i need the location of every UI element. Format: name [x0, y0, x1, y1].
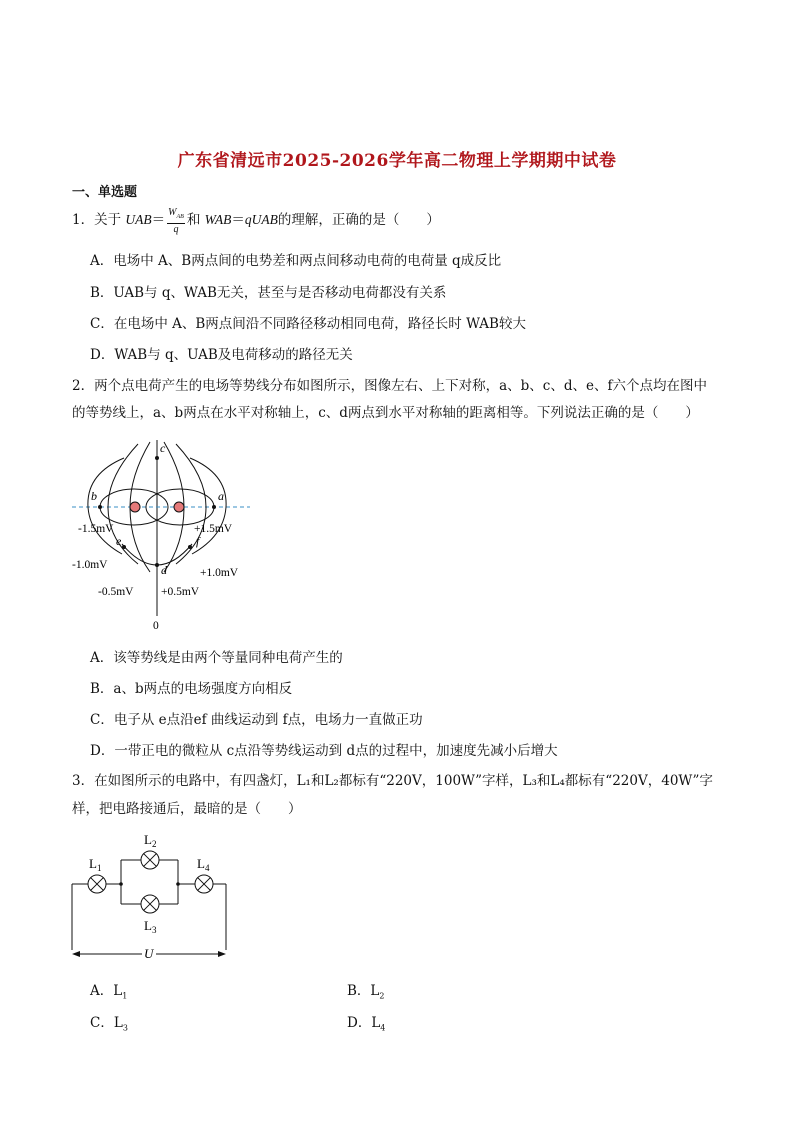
- q3-option-d-l: L: [371, 1015, 381, 1031]
- label-l4-sub: 4: [204, 863, 210, 873]
- q1-option-c[interactable]: C．在电场中 A、B两点间沿不同路径移动相同电荷，路径长时 WAB较大: [90, 316, 526, 332]
- label-neg-1-5: -1.5mV: [78, 523, 114, 535]
- point-b-label: b: [91, 489, 97, 503]
- label-l4: L: [197, 856, 205, 871]
- point-e-label: e: [116, 534, 122, 548]
- q1-tail: 的理解，正确的是（ ）: [277, 212, 440, 228]
- q3-option-b[interactable]: [347, 979, 384, 1001]
- svg-text:L1: [89, 856, 101, 873]
- q1-wab: WAB: [204, 212, 232, 227]
- label-pos-0-5: +0.5mV: [161, 586, 200, 598]
- point-f-label: f: [196, 534, 200, 548]
- question-3-line1: 3．在如图所示的电路中，有四盏灯，L₁和L₂都标有“220V，100W”字样，L₃和L₄都标有“220V，40W”字: [72, 773, 713, 789]
- q3-option-b-l: L: [370, 983, 380, 999]
- q2-option-b[interactable]: B．a、b两点的电场强度方向相反: [90, 681, 293, 697]
- q1-uab: UAB: [125, 212, 152, 227]
- label-pos-1-5: +1.5mV: [194, 523, 233, 535]
- svg-text:L2: [144, 832, 156, 849]
- label-neg-1-0: -1.0mV: [72, 559, 108, 571]
- voltage-u-label: U: [144, 946, 154, 961]
- q3-option-b-letter: B．: [347, 983, 371, 999]
- lamp-l3-icon: [141, 895, 159, 913]
- q3-option-a-letter: A．: [90, 983, 114, 999]
- q3-option-d[interactable]: [347, 1011, 385, 1033]
- q1-option-b[interactable]: B．UAB与 q、WAB无关，甚至与是否移动电荷都没有关系: [90, 285, 447, 301]
- q3-option-a-sub: 1: [122, 991, 128, 1001]
- label-l3: L: [144, 918, 152, 933]
- q3-option-d-letter: D．: [347, 1015, 372, 1031]
- q2-option-d[interactable]: D．一带正电的微粒从 c点沿等势线运动到 d点的过程中，加速度先减小后增大: [90, 743, 558, 759]
- q3-option-a-l: L: [113, 983, 123, 999]
- equipotential-figure: [64, 436, 260, 632]
- label-l1: L: [89, 856, 97, 871]
- label-l1-sub: 1: [96, 863, 102, 873]
- lamp-l1-icon: [88, 875, 106, 893]
- point-c-label: c: [160, 441, 166, 455]
- label-l2: L: [144, 832, 152, 847]
- q1-quab: qUAB: [244, 212, 278, 227]
- q3-option-c-letter: C．: [90, 1015, 114, 1031]
- q1-eq1: ＝: [151, 212, 166, 228]
- svg-text:L4: [197, 856, 210, 873]
- q1-eq2: ＝: [231, 212, 245, 228]
- question-2-line2: 的等势线上，a、b两点在水平对称轴上，c、d两点到水平对称轴的距离相等。下列说法正确的是（ ）: [72, 405, 699, 421]
- label-l3-sub: 3: [151, 925, 157, 935]
- q2-option-c[interactable]: C．电子从 e点沿ef 曲线运动到 f点，电场力一直做正功: [90, 712, 423, 728]
- q1-fraction: [167, 207, 185, 235]
- question-3-line2: 样，把电路接通后，最暗的是（ ）: [72, 801, 302, 817]
- q3-option-d-sub: 4: [380, 1023, 386, 1033]
- q2-option-a[interactable]: A．该等势线是由两个等量同种电荷产生的: [90, 650, 343, 666]
- q1-option-a[interactable]: A．电场中 A、B两点间的电势差和两点间移动电荷的电荷量 q成反比: [90, 253, 502, 269]
- label-neg-0-5: -0.5mV: [98, 586, 134, 598]
- circuit-figure: [66, 828, 236, 966]
- question-1-stem: [72, 206, 440, 235]
- point-a-label: a: [218, 489, 224, 503]
- lamp-l2-icon: [141, 851, 159, 869]
- q3-option-c[interactable]: [90, 1011, 128, 1033]
- exam-title: 广东省清远市2025-2026学年高二物理上学期期中试卷: [177, 151, 617, 171]
- q1-option-d[interactable]: D．WAB与 q、UAB及电荷移动的路径无关: [90, 347, 353, 363]
- label-l2-sub: 2: [151, 839, 157, 849]
- section-heading: 一、单选题: [72, 185, 138, 200]
- q3-option-a[interactable]: [90, 979, 127, 1001]
- q1-frac-num: W: [168, 206, 177, 218]
- question-2-line1: 2．两个点电荷产生的电场等势线分布如图所示，图像左右、上下对称，a、b、c、d、e、f六个点均在图中: [72, 378, 707, 394]
- q1-and: 和: [186, 212, 201, 228]
- q1-frac-den: q: [173, 223, 179, 235]
- lamp-l4-icon: [195, 875, 213, 893]
- q3-option-c-sub: 3: [122, 1023, 128, 1033]
- q3-option-b-sub: 2: [379, 991, 385, 1001]
- svg-text:L3: [144, 918, 157, 935]
- q1-frac-sub: AB: [176, 213, 184, 220]
- q1-number: 1．关于: [72, 212, 122, 228]
- point-d-label: d: [161, 563, 167, 577]
- label-pos-1-0: +1.0mV: [200, 567, 239, 579]
- origin-label: 0: [153, 620, 159, 632]
- q3-option-c-l: L: [113, 1015, 123, 1031]
